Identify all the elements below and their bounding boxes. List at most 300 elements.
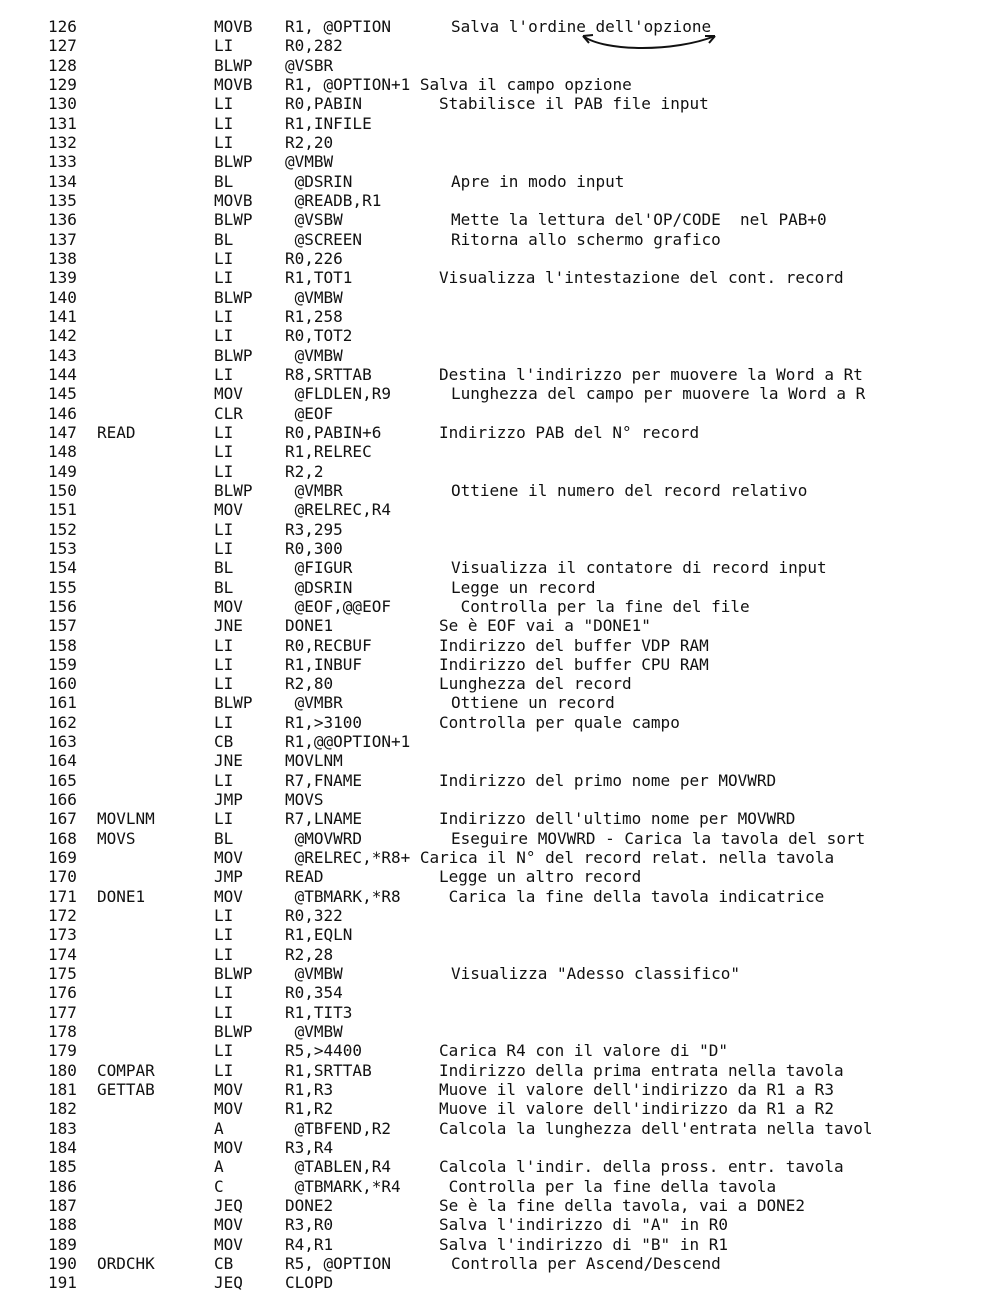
line-comment: Salva l'indirizzo di "A" in R0 [439, 1215, 728, 1235]
line-number: 144 [48, 364, 77, 384]
code-line [0, 36, 1000, 55]
opcode: MOV [214, 848, 243, 868]
operand: @VMBW [285, 152, 334, 172]
code-line [0, 1235, 1000, 1254]
operand: R0,TOT2 [285, 326, 353, 346]
opcode: C [214, 1176, 224, 1196]
operand: @FLDLEN,R9 [285, 384, 391, 404]
line-number: 175 [48, 964, 77, 984]
code-line [0, 94, 1000, 113]
line-number: 149 [48, 461, 77, 481]
opcode: LI [214, 712, 234, 732]
operand: @VSBW [285, 210, 343, 230]
opcode: LI [214, 422, 234, 442]
opcode: LI [214, 1060, 234, 1080]
opcode: MOV [214, 500, 243, 520]
code-line [0, 751, 1000, 770]
operand: R3,295 [285, 519, 343, 539]
operand: R0,322 [285, 906, 343, 926]
operand: R4,R1 [285, 1234, 334, 1254]
line-number: 173 [48, 925, 77, 945]
opcode: MOV [214, 1138, 243, 1158]
code-line [0, 326, 1000, 345]
line-number: 176 [48, 983, 77, 1003]
line-comment: Salva l'ordine dell'opzione [451, 17, 712, 36]
line-number: 156 [48, 596, 77, 616]
operand: R5,>4400 [285, 1041, 363, 1061]
code-line [0, 1099, 1000, 1118]
operand: @VMBW [285, 345, 343, 365]
operand: R2,80 [285, 674, 334, 694]
operand: MOVLNM [285, 751, 343, 771]
line-label: DONE1 [97, 886, 146, 906]
line-number: 136 [48, 210, 77, 230]
opcode: A [214, 1157, 224, 1177]
line-number: 169 [48, 848, 77, 868]
line-number: 134 [48, 171, 77, 191]
opcode: MOV [214, 1099, 243, 1119]
code-line [0, 56, 1000, 75]
opcode: LI [214, 268, 234, 288]
code-line [0, 114, 1000, 133]
opcode: BLWP [214, 55, 253, 75]
operand: R0,RECBUF [285, 635, 372, 655]
operand: R1,RELREC [285, 442, 372, 462]
line-number: 137 [48, 229, 77, 249]
line-comment: Se è la fine della tavola, vai a DONE2 [439, 1196, 806, 1216]
line-comment: Ottiene un record [451, 693, 615, 713]
line-number: 180 [48, 1060, 77, 1080]
line-comment: Indirizzo PAB del N° record [439, 422, 700, 442]
operand: @RELREC,*R8+ Carica il N° del record relat. nella tavola [285, 848, 835, 868]
opcode: LI [214, 925, 234, 945]
code-line [0, 693, 1000, 712]
operand: DONE1 [285, 616, 334, 636]
code-line [0, 1003, 1000, 1022]
opcode: LI [214, 461, 234, 481]
line-number: 171 [48, 886, 77, 906]
operand: @TBMARK,*R4 [285, 1176, 401, 1196]
line-number: 143 [48, 345, 77, 365]
code-line [0, 520, 1000, 539]
code-line [0, 616, 1000, 635]
line-comment: Eseguire MOVWRD - Carica la tavola del sort [451, 828, 866, 848]
operand: R1,R3 [285, 1080, 334, 1100]
line-comment: Ritorna allo schermo grafico [451, 229, 721, 249]
code-line [0, 152, 1000, 171]
opcode: A [214, 1118, 224, 1138]
line-number: 126 [48, 17, 77, 36]
assembly-listing [0, 17, 1000, 1293]
opcode: BLWP [214, 345, 253, 365]
code-line [0, 1041, 1000, 1060]
code-line [0, 384, 1000, 403]
code-line [0, 983, 1000, 1002]
line-comment: Controlla per quale campo [439, 712, 680, 732]
opcode: LI [214, 906, 234, 926]
operand: R0,PABIN+6 [285, 422, 382, 442]
operand: R0,PABIN [285, 94, 363, 114]
operand: R8,SRTTAB [285, 364, 372, 384]
opcode: MOV [214, 1215, 243, 1235]
opcode: LI [214, 674, 234, 694]
opcode: JEQ [214, 1196, 243, 1216]
line-number: 152 [48, 519, 77, 539]
operand: @EOF [285, 403, 334, 423]
opcode: BLWP [214, 964, 253, 984]
code-line [0, 906, 1000, 925]
opcode: LI [214, 809, 234, 829]
line-number: 178 [48, 1022, 77, 1042]
opcode: MOV [214, 1080, 243, 1100]
line-number: 128 [48, 55, 77, 75]
line-number: 130 [48, 94, 77, 114]
code-line [0, 925, 1000, 944]
code-line [0, 288, 1000, 307]
opcode: BL [214, 171, 234, 191]
line-number: 160 [48, 674, 77, 694]
line-number: 174 [48, 944, 77, 964]
line-number: 189 [48, 1234, 77, 1254]
line-number: 179 [48, 1041, 77, 1061]
code-line [0, 539, 1000, 558]
line-comment: Visualizza l'intestazione del cont. record [439, 268, 844, 288]
line-number: 163 [48, 732, 77, 752]
operand: R1,TIT3 [285, 1002, 353, 1022]
line-number: 145 [48, 384, 77, 404]
operand: R2,20 [285, 132, 334, 152]
operand: R1,@@OPTION+1 [285, 732, 411, 752]
opcode: BLWP [214, 480, 253, 500]
line-number: 187 [48, 1196, 77, 1216]
opcode: BLWP [214, 287, 253, 307]
operand: R1,R2 [285, 1099, 334, 1119]
code-line [0, 655, 1000, 674]
line-number: 182 [48, 1099, 77, 1119]
opcode: LI [214, 519, 234, 539]
opcode: MOVB [214, 74, 253, 94]
code-line [0, 230, 1000, 249]
code-line [0, 191, 1000, 210]
line-comment: Lunghezza del campo per muovere la Word a R [451, 384, 866, 404]
line-comment: Legge un record [451, 577, 596, 597]
operand: R0,282 [285, 36, 343, 56]
opcode: MOV [214, 596, 243, 616]
line-comment: Indirizzo dell'ultimo nome per MOVWRD [439, 809, 796, 829]
line-label: MOVS [97, 828, 136, 848]
operand: R1,EQLN [285, 925, 353, 945]
line-number: 131 [48, 113, 77, 133]
line-comment: Indirizzo del buffer VDP RAM [439, 635, 709, 655]
opcode: LI [214, 364, 234, 384]
operand: R1,258 [285, 306, 343, 326]
line-number: 181 [48, 1080, 77, 1100]
line-number: 154 [48, 558, 77, 578]
line-comment: Se è EOF vai a "DONE1" [439, 616, 651, 636]
operand: @VMBR [285, 693, 343, 713]
operand: R2,28 [285, 944, 334, 964]
line-label: MOVLNM [97, 809, 155, 829]
line-number: 168 [48, 828, 77, 848]
line-comment: Muove il valore dell'indirizzo da R1 a R3 [439, 1080, 834, 1100]
operand: @DSRIN [285, 577, 353, 597]
code-line [0, 1157, 1000, 1176]
line-comment: Indirizzo del primo nome per MOVWRD [439, 770, 777, 790]
operand: @VMBW [285, 964, 343, 984]
line-comment: Salva l'indirizzo di "B" in R1 [439, 1234, 728, 1254]
opcode: LI [214, 248, 234, 268]
opcode: LI [214, 36, 234, 56]
operand: @READB,R1 [285, 190, 382, 210]
code-line [0, 597, 1000, 616]
operand: R3,R0 [285, 1215, 334, 1235]
code-line [0, 404, 1000, 423]
line-comment: Ottiene il numero del record relativo [451, 480, 808, 500]
line-number: 148 [48, 442, 77, 462]
operand: R5, @OPTION [285, 1254, 391, 1273]
line-comment: Muove il valore dell'indirizzo da R1 a R2 [439, 1099, 834, 1119]
code-line [0, 423, 1000, 442]
code-line [0, 887, 1000, 906]
code-line [0, 964, 1000, 983]
operand: READ [285, 867, 324, 887]
opcode: LI [214, 113, 234, 133]
line-label: READ [97, 422, 136, 442]
operand: R2,2 [285, 461, 324, 481]
operand: R1,INFILE [285, 113, 372, 133]
line-comment: Controlla per la fine della tavola [439, 1176, 777, 1196]
operand: @RELREC,R4 [285, 500, 391, 520]
operand: R0,354 [285, 983, 343, 1003]
line-comment: Stabilisce il PAB file input [439, 94, 709, 114]
code-line [0, 674, 1000, 693]
code-line [0, 848, 1000, 867]
opcode: LI [214, 538, 234, 558]
line-comment: Apre in modo input [451, 171, 625, 191]
operand: @TBFEND,R2 [285, 1118, 391, 1138]
opcode: LI [214, 442, 234, 462]
code-line [0, 1022, 1000, 1041]
code-line [0, 1080, 1000, 1099]
operand: R3,R4 [285, 1138, 334, 1158]
opcode: JMP [214, 790, 243, 810]
opcode: LI [214, 326, 234, 346]
operand: @DSRIN [285, 171, 353, 191]
opcode: LI [214, 94, 234, 114]
code-line [0, 829, 1000, 848]
operand: R0,226 [285, 248, 343, 268]
operand: R1,TOT1 [285, 268, 353, 288]
code-line [0, 1273, 1000, 1292]
line-number: 190 [48, 1254, 77, 1273]
opcode: CB [214, 732, 234, 752]
opcode: LI [214, 1041, 234, 1061]
opcode: JNE [214, 751, 243, 771]
code-line [0, 249, 1000, 268]
line-label: ORDCHK [97, 1254, 155, 1273]
code-line [0, 636, 1000, 655]
line-comment: Indirizzo della prima entrata nella tavola [439, 1060, 844, 1080]
line-number: 164 [48, 751, 77, 771]
code-line [0, 1138, 1000, 1157]
line-number: 185 [48, 1157, 77, 1177]
operand: @VMBW [285, 287, 343, 307]
line-number: 129 [48, 74, 77, 94]
line-number: 172 [48, 906, 77, 926]
line-number: 157 [48, 616, 77, 636]
line-number: 138 [48, 248, 77, 268]
operand: @MOVWRD [285, 828, 363, 848]
line-number: 170 [48, 867, 77, 887]
line-number: 135 [48, 190, 77, 210]
line-comment: Calcola la lunghezza dell'entrata nella tavol [439, 1118, 873, 1138]
opcode: MOVB [214, 17, 253, 36]
code-line [0, 790, 1000, 809]
code-line [0, 771, 1000, 790]
opcode: BLWP [214, 1022, 253, 1042]
line-comment: Visualizza il contatore di record input [451, 558, 827, 578]
line-number: 158 [48, 635, 77, 655]
line-number: 184 [48, 1138, 77, 1158]
line-comment: Mette la lettura del'OP/CODE nel PAB+0 [451, 210, 827, 230]
line-number: 151 [48, 500, 77, 520]
opcode: LI [214, 944, 234, 964]
opcode: CLR [214, 403, 243, 423]
opcode: CB [214, 1254, 234, 1273]
line-label: COMPAR [97, 1060, 155, 1080]
opcode: MOV [214, 886, 243, 906]
code-line [0, 500, 1000, 519]
line-number: 142 [48, 326, 77, 346]
opcode: JNE [214, 616, 243, 636]
code-line [0, 17, 1000, 36]
operand: @TABLEN,R4 [285, 1157, 391, 1177]
code-line [0, 346, 1000, 365]
operand: R7,LNAME [285, 809, 363, 829]
line-number: 167 [48, 809, 77, 829]
opcode: BL [214, 577, 234, 597]
line-number: 165 [48, 770, 77, 790]
code-line [0, 75, 1000, 94]
opcode: MOV [214, 1234, 243, 1254]
opcode: LI [214, 306, 234, 326]
line-number: 162 [48, 712, 77, 732]
line-comment: Controlla per la fine del file [451, 596, 750, 616]
line-number: 153 [48, 538, 77, 558]
line-comment: Lunghezza del record [439, 674, 632, 694]
code-line [0, 1177, 1000, 1196]
line-number: 127 [48, 36, 77, 56]
opcode: JEQ [214, 1273, 243, 1293]
operand: R0,300 [285, 538, 343, 558]
line-comment: Calcola l'indir. della pross. entr. tavola [439, 1157, 844, 1177]
opcode: LI [214, 132, 234, 152]
operand: DONE2 [285, 1196, 334, 1216]
opcode: MOVB [214, 190, 253, 210]
operand: @VSBR [285, 55, 334, 75]
line-number: 141 [48, 306, 77, 326]
operand: @VMBR [285, 480, 343, 500]
code-line [0, 481, 1000, 500]
line-number: 155 [48, 577, 77, 597]
code-line [0, 462, 1000, 481]
line-number: 166 [48, 790, 77, 810]
code-line [0, 1254, 1000, 1273]
line-number: 191 [48, 1273, 77, 1293]
code-line [0, 268, 1000, 287]
operand: @FIGUR [285, 558, 353, 578]
operand: CLOPD [285, 1273, 334, 1293]
code-line [0, 1215, 1000, 1234]
opcode: LI [214, 635, 234, 655]
code-line [0, 133, 1000, 152]
line-number: 147 [48, 422, 77, 442]
operand: @VMBW [285, 1022, 343, 1042]
opcode: JMP [214, 867, 243, 887]
operand: R1, @OPTION+1 Salva il campo opzione [285, 74, 632, 94]
operand: R1,>3100 [285, 712, 363, 732]
operand: @TBMARK,*R8 [285, 886, 401, 906]
code-line [0, 307, 1000, 326]
line-number: 188 [48, 1215, 77, 1235]
handwritten-swap-arrow [575, 30, 725, 60]
operand: R7,FNAME [285, 770, 363, 790]
code-line [0, 1061, 1000, 1080]
line-number: 146 [48, 403, 77, 423]
opcode: BLWP [214, 210, 253, 230]
code-line [0, 713, 1000, 732]
opcode: BLWP [214, 152, 253, 172]
line-number: 161 [48, 693, 77, 713]
code-line [0, 732, 1000, 751]
opcode: MOV [214, 384, 243, 404]
operand: @SCREEN [285, 229, 363, 249]
line-number: 177 [48, 1002, 77, 1022]
code-line [0, 442, 1000, 461]
opcode: BL [214, 229, 234, 249]
line-number: 159 [48, 654, 77, 674]
line-number: 186 [48, 1176, 77, 1196]
code-line [0, 1119, 1000, 1138]
line-number: 140 [48, 287, 77, 307]
line-comment: Carica R4 con il valore di "D" [439, 1041, 728, 1061]
code-line [0, 365, 1000, 384]
line-comment: Destina l'indirizzo per muovere la Word a Rt [439, 364, 863, 384]
line-number: 132 [48, 132, 77, 152]
opcode: LI [214, 770, 234, 790]
operand: R1, @OPTION [285, 17, 391, 36]
opcode: BL [214, 558, 234, 578]
line-number: 150 [48, 480, 77, 500]
code-line [0, 578, 1000, 597]
code-line [0, 945, 1000, 964]
code-line [0, 172, 1000, 191]
operand: @EOF,@@EOF [285, 596, 391, 616]
line-comment: Controlla per Ascend/Descend [451, 1254, 721, 1273]
code-line [0, 809, 1000, 828]
code-line [0, 867, 1000, 886]
code-line [0, 558, 1000, 577]
opcode: BL [214, 828, 234, 848]
code-line [0, 210, 1000, 229]
line-comment: Legge un altro record [439, 867, 642, 887]
operand: MOVS [285, 790, 324, 810]
opcode: LI [214, 654, 234, 674]
line-comment: Indirizzo del buffer CPU RAM [439, 654, 709, 674]
code-line [0, 1196, 1000, 1215]
line-number: 183 [48, 1118, 77, 1138]
line-comment: Carica la fine della tavola indicatrice [439, 886, 825, 906]
